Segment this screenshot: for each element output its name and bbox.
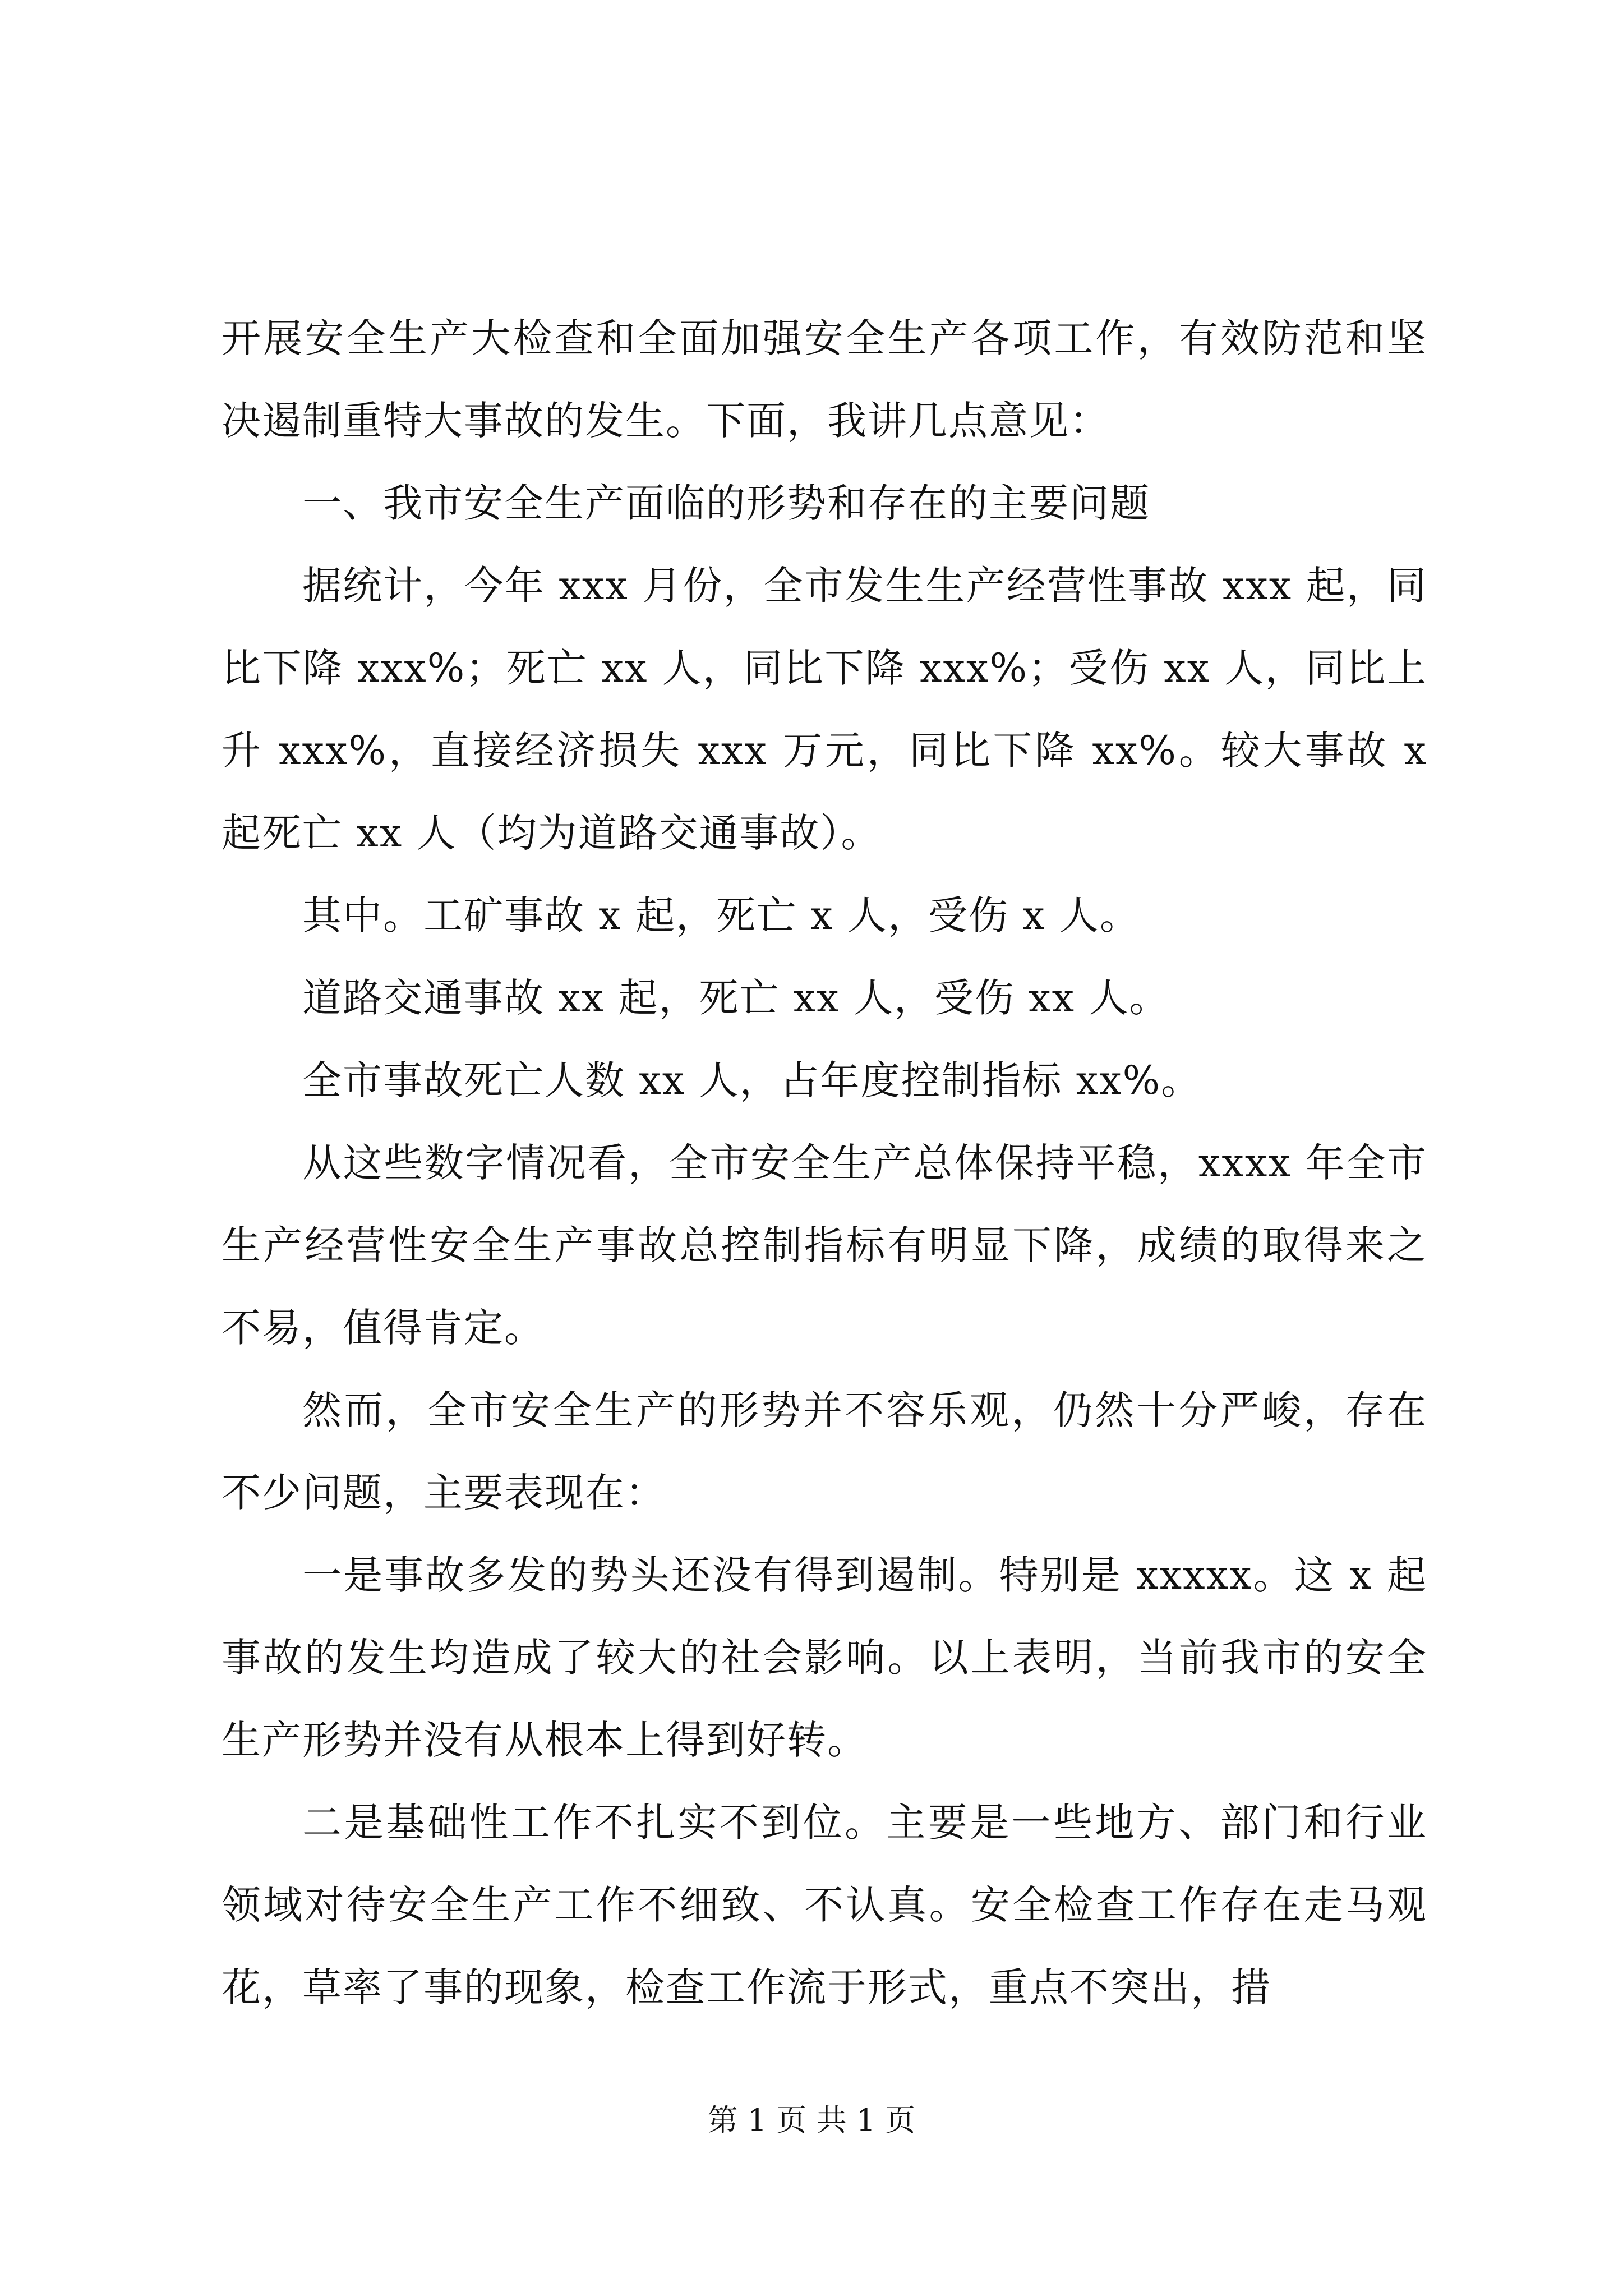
paragraph-however: 然而，全市安全生产的形势并不容乐观，仍然十分严峻，存在不少问题，主要表现在： — [222, 1387, 1427, 1516]
page-footer: 第 1 页 共 1 页 — [707, 2102, 916, 2138]
paragraph-1: 开展安全生产大检查和全面加强安全生产各项工作，有效防范和坚决遏制重特大事故的发生。下面，我讲几点意见： — [222, 315, 1427, 444]
paragraph-assessment: 从这些数字情况看，全市安全生产总体保持平稳，xxxx 年全市生产经营性安全生产事故总控制指标有明显下降，成绩的取得来之不易，值得肯定。 — [222, 1140, 1427, 1351]
document-body — [222, 297, 1427, 2029]
paragraph-road-accidents: 道路交通事故 xx 起，死亡 xx 人，受伤 xx 人。 — [302, 975, 1170, 1021]
section-heading: 一、我市安全生产面临的形势和存在的主要问题 — [302, 480, 1150, 526]
paragraph-death-total: 全市事故死亡人数 xx 人，占年度控制指标 xx%。 — [302, 1057, 1202, 1103]
paragraph-point-two: 二是基础性工作不扎实不到位。主要是一些地方、部门和行业领域对待安全生产工作不细致、不认真。安全检查工作存在走马观花，草率了事的现象，检查工作流于形式，重点不突出，措 — [222, 1800, 1427, 2010]
paragraph-point-one: 一是事故多发的势头还没有得到遏制。特别是 xxxxx。这 x 起事故的发生均造成了较大的社会影响。以上表明，当前我市的安全生产形势并没有从根本上得到好转。 — [222, 1552, 1427, 1763]
paragraph-industrial-accidents: 其中。工矿事故 x 起，死亡 x 人，受伤 x 人。 — [302, 892, 1140, 938]
paragraph-statistics: 据统计，今年 xxx 月份，全市发生生产经营性事故 xxx 起，同比下降 xxx%；死亡 xx 人，同比下降 xxx%；受伤 xx 人，同比上升 xxx%，直接经济损失 xxx 万元，同比下降 xx%。较大事故 x 起死亡 xx 人（均为道路交通事故）。 — [222, 563, 1427, 856]
